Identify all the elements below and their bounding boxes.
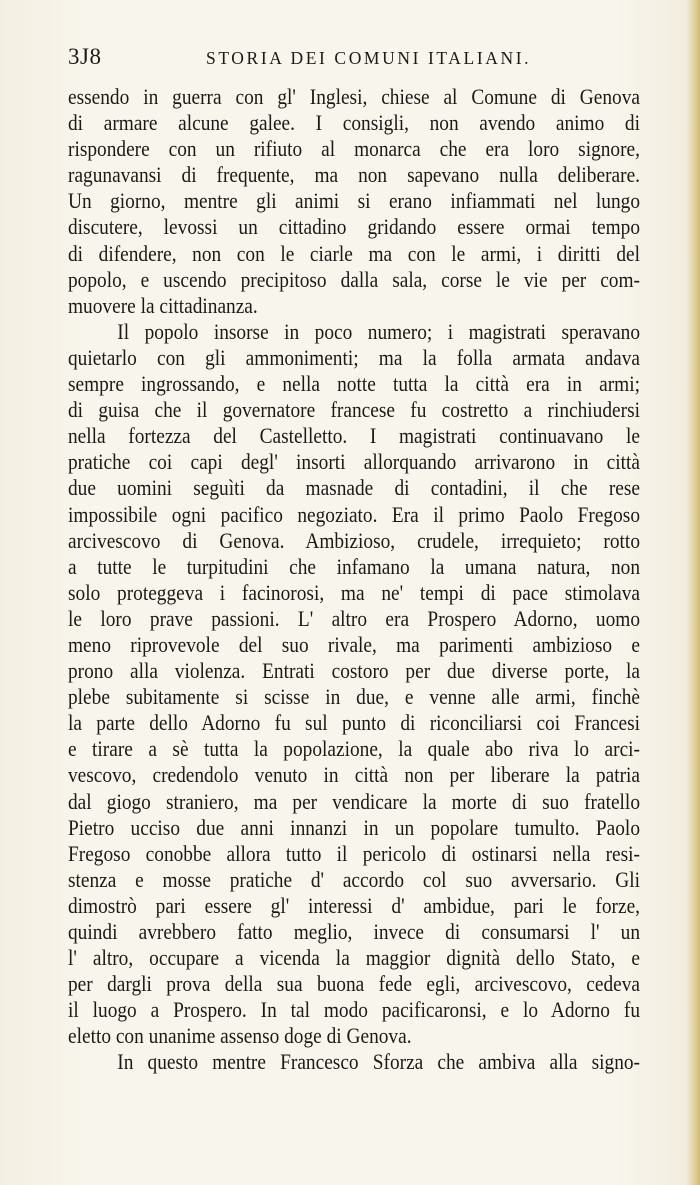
- text-line: il luogo a Prospero. In tal modo pacificaronsi, e lo Adorno fu: [68, 997, 640, 1023]
- running-title: STORIA DEI COMUNI ITALIANI.: [206, 48, 532, 68]
- text-line: pratiche coi capi degl' insorti allorquando arrivarono in città: [68, 449, 640, 475]
- text-line: dal giogo straniero, ma per vendicare la morte di suo fratello: [68, 788, 640, 814]
- text-line: a tutte le turpitudini che infamano la umana natura, non: [68, 553, 640, 579]
- text-line: Un giorno, mentre gli animi si erano infiammati nel lungo: [68, 188, 640, 214]
- text-line: sempre ingrossando, e nella notte tutta la città era in armi;: [68, 371, 640, 397]
- text-line: rispondere con un rifiuto al monarca che era loro signore,: [68, 136, 640, 162]
- text-line: e tirare a sè tutta la popolazione, la quale abo riva lo arci-: [68, 736, 640, 762]
- running-head: [68, 44, 642, 76]
- text-line: meno riprovevole del suo rivale, ma parimenti ambizioso e: [68, 631, 640, 657]
- text-line: per dargli prova della sua buona fede egli, arcivescovo, cedeva: [68, 971, 640, 997]
- text-line: le loro prave passioni. L' altro era Prospero Adorno, uomo: [68, 605, 640, 631]
- text-line: la parte dello Adorno fu sul punto di riconciliarsi coi Francesi: [68, 710, 640, 736]
- text-line: popolo, e uscendo precipitoso dalla sala, corse le vie per com-: [68, 266, 640, 292]
- text-line: di armare alcune galee. I consigli, non avendo animo di: [68, 110, 640, 136]
- text-line: Fregoso conobbe allora tutto il pericolo di ostinarsi nella resi-: [68, 840, 640, 866]
- text-line: di difendere, non con le ciarle ma con le armi, i diritti del: [68, 240, 640, 266]
- text-line: discutere, levossi un cittadino gridando essere ormai tempo: [68, 214, 640, 240]
- text-line: In questo mentre Francesco Sforza che ambiva alla signo-: [117, 1049, 640, 1075]
- text-line: essendo in guerra con gl' Inglesi, chiese al Comune di Genova: [68, 84, 640, 109]
- text-line: arcivescovo di Genova. Ambizioso, crudele, irrequieto; rotto: [68, 527, 640, 553]
- text-line: muovere la cittadinanza.: [68, 292, 258, 318]
- text-line: ragunavansi di frequente, ma non sapevano nulla deliberare.: [68, 162, 640, 188]
- text-line: di guisa che il governatore francese fu costretto a rinchiudersi: [68, 397, 640, 423]
- text-line: quietarlo con gli ammonimenti; ma la folla armata andava: [68, 344, 640, 370]
- text-line: stenza e mosse pratiche d' accordo col suo avversario. Gli: [68, 866, 640, 892]
- text-line: Il popolo insorse in poco numero; i magistrati speravano: [117, 318, 640, 344]
- text-line: Pietro ucciso due anni innanzi in un popolare tumulto. Paolo: [68, 814, 640, 840]
- page-number: 3J8: [68, 44, 102, 69]
- text-line: plebe subitamente si scisse in due, e venne alle armi, finchè: [68, 684, 640, 710]
- text-line: nella fortezza del Castelletto. I magistrati continuavano le: [68, 423, 640, 449]
- text-line: solo proteggeva i facinorosi, ma ne' tempi di pace stimolava: [68, 579, 640, 605]
- text-line: quindi avrebbero fatto meglio, invece di consumarsi l' un: [68, 919, 640, 944]
- text-line: dimostrò pari essere gl' interessi d' ambidue, pari le forze,: [68, 892, 640, 918]
- body-text: [68, 84, 640, 1076]
- text-line: prono alla violenza. Entrati costoro per due diverse porte, la: [68, 658, 640, 684]
- text-line: vescovo, credendolo venuto in città non per liberare la patria: [68, 762, 640, 788]
- text-line: eletto con unanime assenso doge di Genova.: [68, 1023, 412, 1049]
- page-edge-shadow: [686, 0, 700, 1185]
- text-line: l' altro, occupare a vicenda la maggior dignità dello Stato, e: [68, 945, 640, 971]
- text-line: impossibile ogni pacifico negoziato. Era il primo Paolo Fregoso: [68, 501, 640, 527]
- text-line: due uomini seguìti da masnade di contadini, il che rese: [68, 475, 640, 501]
